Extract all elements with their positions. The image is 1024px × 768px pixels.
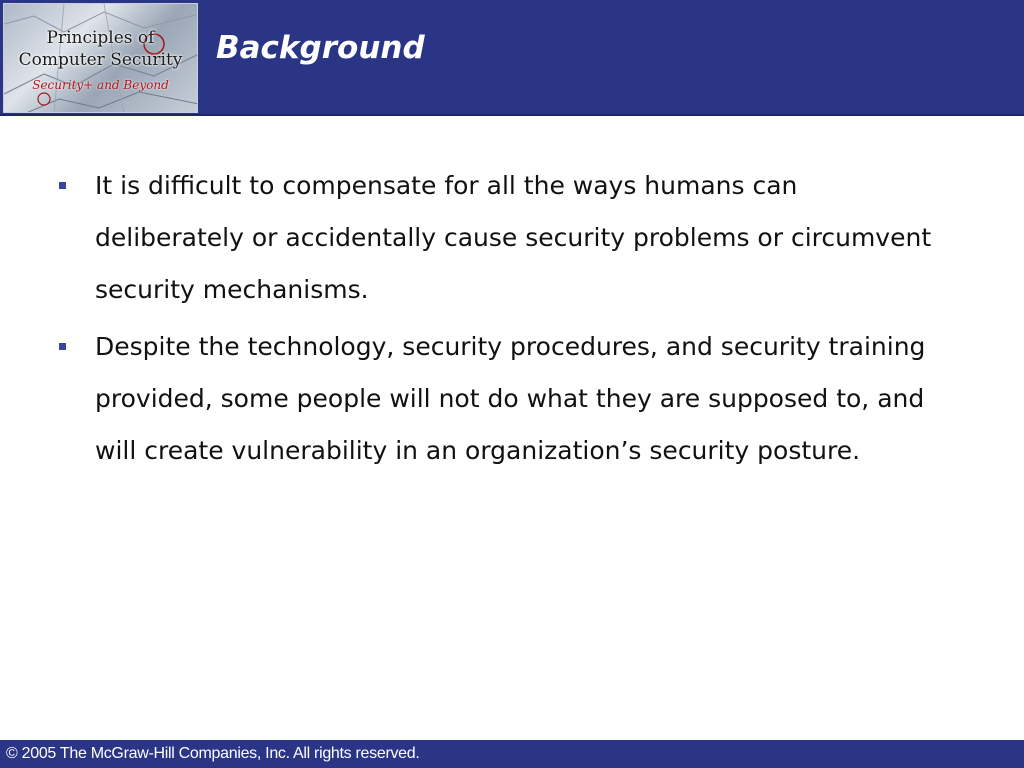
square-bullet-icon: [59, 343, 66, 350]
logo-title-line2: Computer Security: [18, 50, 183, 70]
header-bar: [0, 0, 1024, 116]
slide-title: Background: [216, 30, 425, 66]
footer-bar: [0, 740, 1024, 768]
bullet-item: [0, 160, 1024, 321]
logo-title-line1: Principles of: [46, 28, 155, 48]
header-divider: [0, 114, 1024, 116]
bullet-list: [0, 160, 1024, 541]
bullet-text: Despite the technology, security procedures, and security training provided, some people will not do what they are supposed to, and will create vulnerability in an organization’s security posture.: [95, 332, 926, 465]
bullet-item: [0, 321, 1024, 541]
bullet-text: It is difficult to compensate for all the ways humans can deliberately or accidentally cause security problems or circumvent security mechanisms.: [95, 171, 932, 304]
logo-tagline: Security+ and Beyond: [32, 78, 169, 92]
copyright-notice: © 2005 The McGraw-Hill Companies, Inc. All rights reserved.: [6, 745, 420, 762]
square-bullet-icon: [59, 182, 66, 189]
book-logo: [3, 3, 198, 113]
